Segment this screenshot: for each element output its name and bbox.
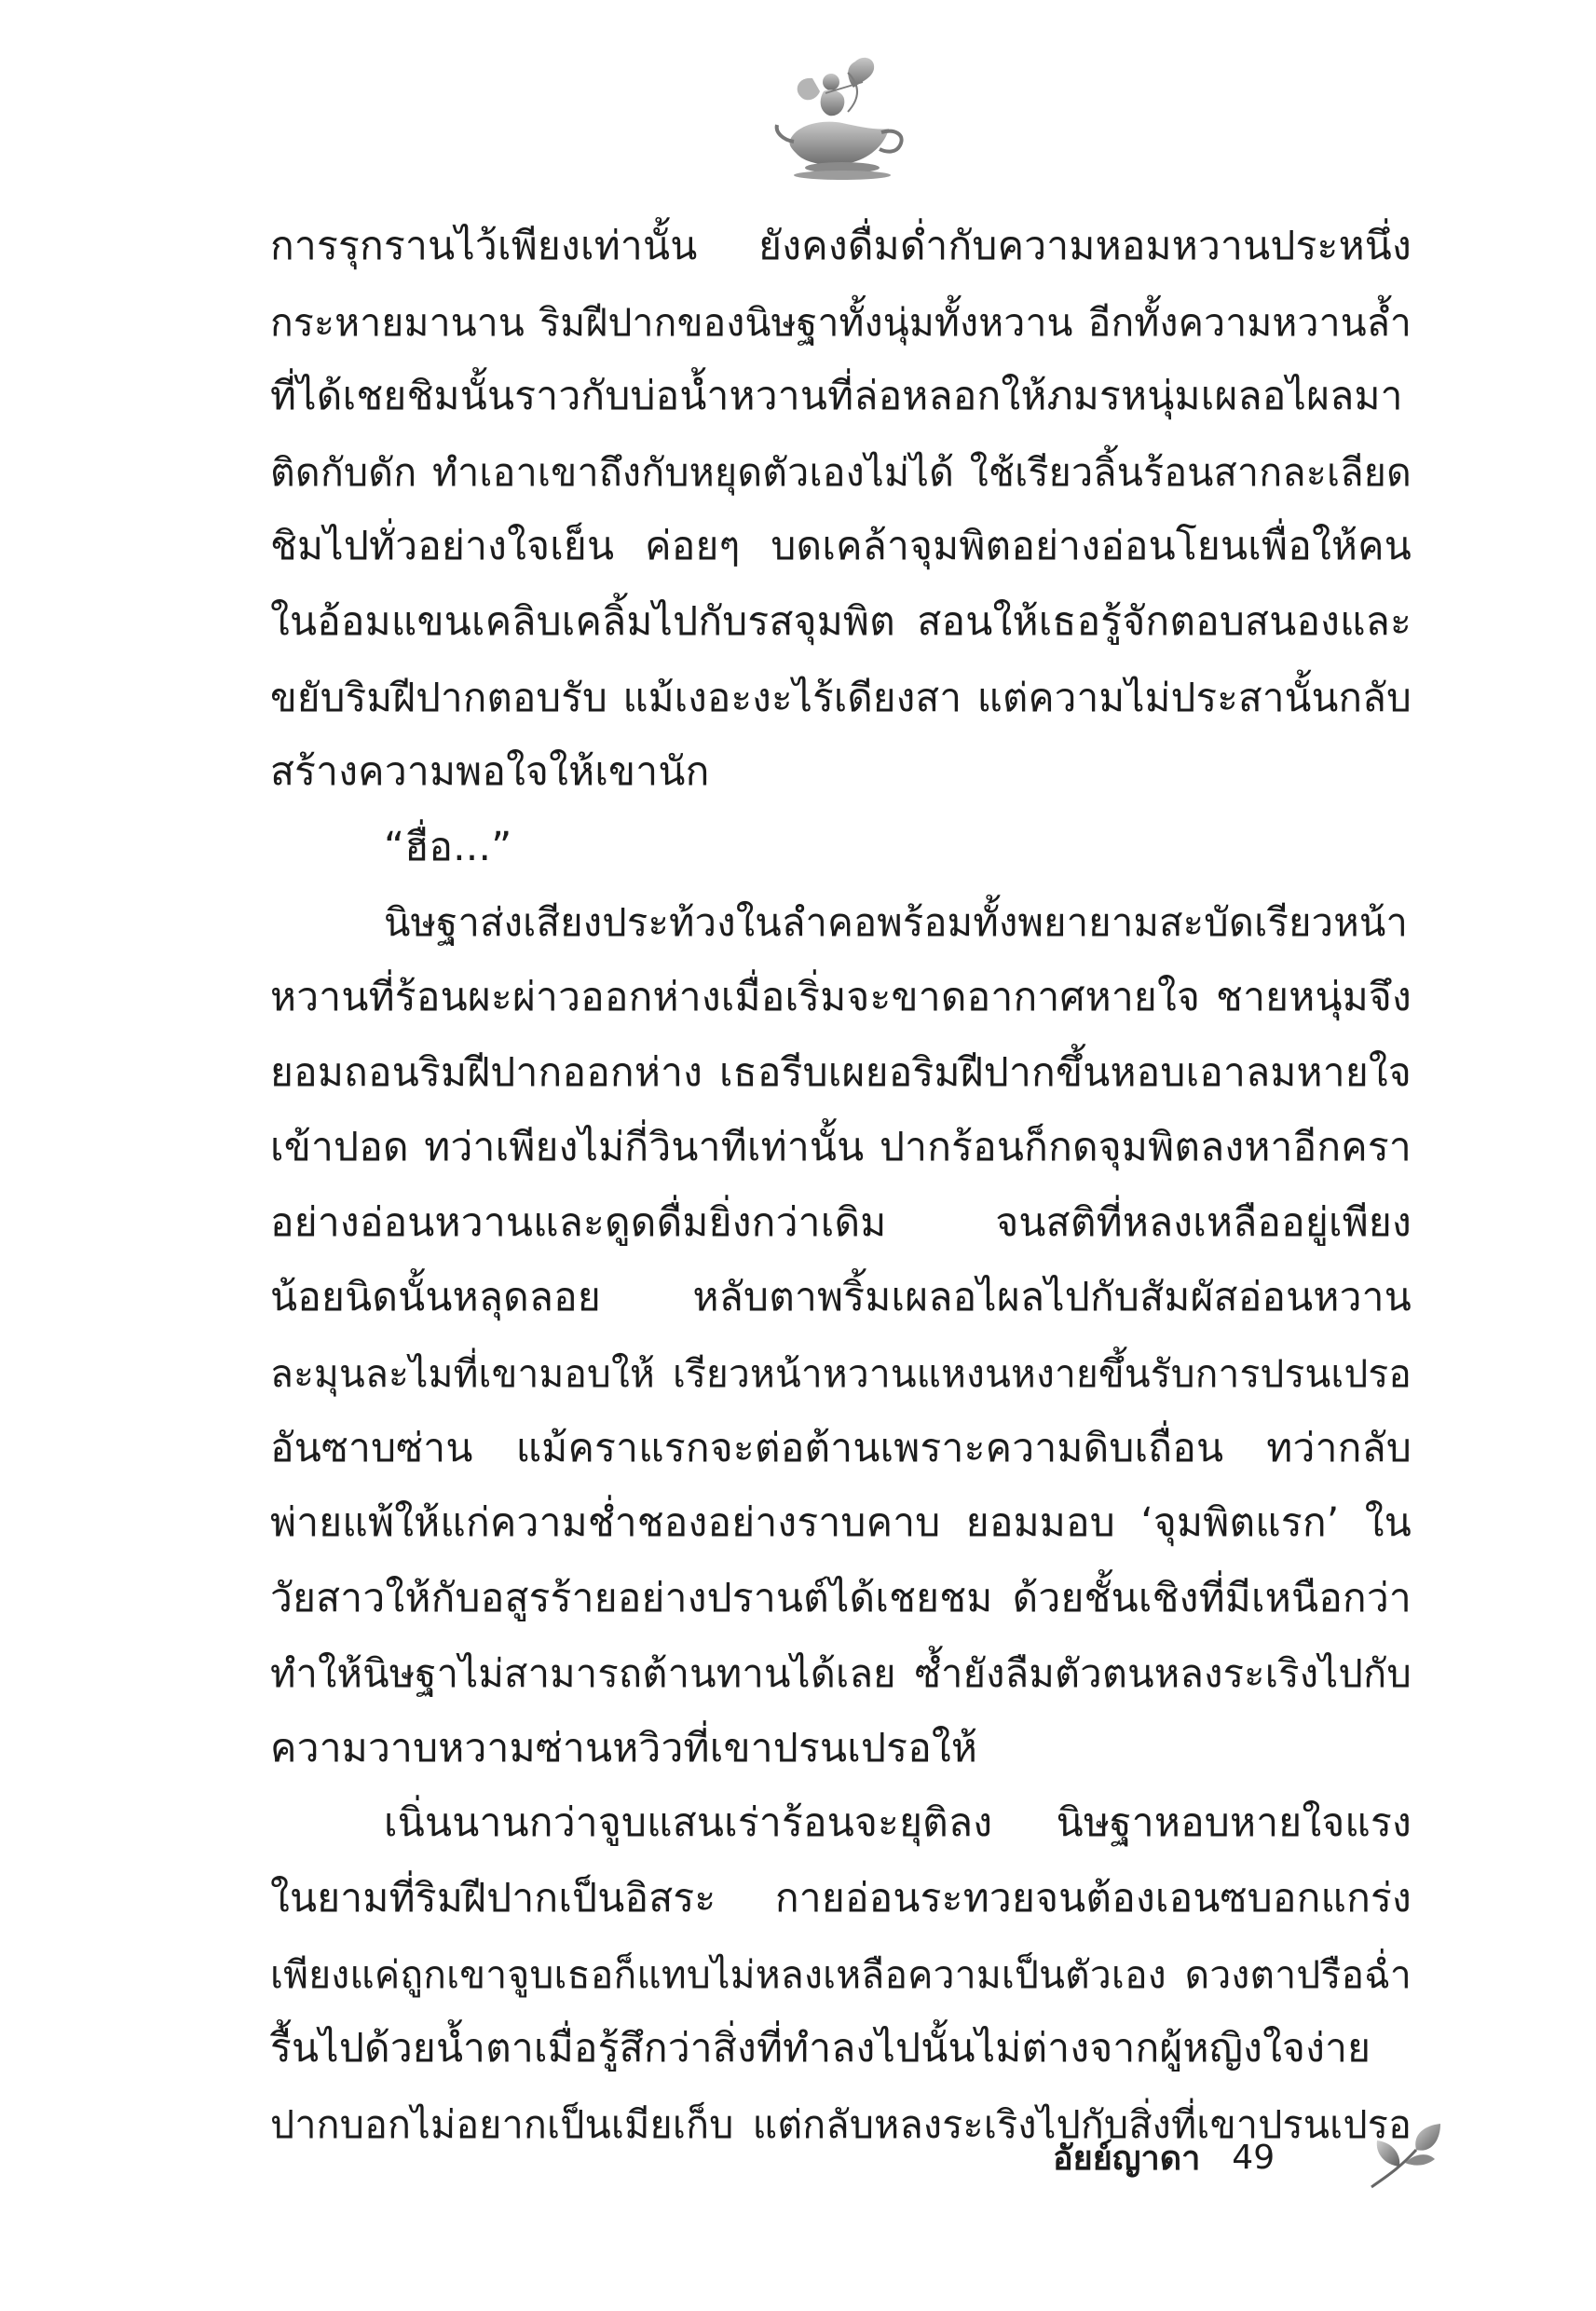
tea-leaf-icon: [1366, 2122, 1444, 2191]
text-line: รื้นไปด้วยน้ำตาเมื่อรู้สึกว่าสิ่งที่ทำลงไปนั้นไม่ต่างจากผู้หญิงใจง่าย: [270, 2026, 1371, 2072]
text-line: อันซาบซ่าน แม้คราแรกจะต่อต้านเพราะความดิบเถื่อน ทว่ากลับ: [270, 1425, 1412, 1471]
body-text: [270, 210, 1412, 2162]
text-line: หวานที่ร้อนผะผ่าวออกห่างเมื่อเริ่มจะขาดอากาศหายใจ ชายหนุ่มจึง: [270, 974, 1412, 1020]
text-line: ชิมไปทั่วอย่างใจเย็น ค่อยๆ บดเคล้าจุมพิตอย่างอ่อนโยนเพื่อให้คน: [270, 524, 1412, 570]
text-line: ละมุนละไมที่เขามอบให้ เรียวหน้าหวานแหงนหงายขึ้นรับการปรนเปรอ: [270, 1350, 1412, 1396]
text-line: เข้าปอด ทว่าเพียงไม่กี่วินาทีเท่านั้น ปากร้อนก็กดจุมพิตลงหาอีกครา: [270, 1125, 1412, 1171]
text-line: สร้างความพอใจให้เขานัก: [270, 749, 710, 796]
text-line: ปากบอกไม่อยากเป็นเมียเก็บ แต่กลับหลงระเริงไปกับสิ่งที่เขาปรนเปรอ: [270, 2101, 1412, 2147]
author-name: อัยย์ญาดา: [1053, 2139, 1201, 2178]
text-line: ความวาบหวามซ่านหวิวที่เขาปรนเปรอให้: [270, 1725, 978, 1771]
text-line: นิษฐาส่งเสียงประท้วงในลำคอพร้อมทั้งพยายามสะบัดเรียวหน้า: [384, 899, 1409, 946]
text-line: ที่ได้เชยชิมนั้นราวกับบ่อน้ำหวานที่ล่อหลอกให้ภมรหนุ่มเผลอไผลมา: [270, 374, 1403, 420]
cupid-teapot-ornament-icon: [770, 54, 909, 185]
page-footer: [1053, 2120, 1444, 2195]
text-line: ขยับริมฝีปากตอบรับ แม้เงอะงะไร้เดียงสา แต่ความไม่ประสานั้นกลับ: [270, 674, 1412, 720]
text-line: ยอมถอนริมฝีปากออกห่าง เธอรีบเผยอริมฝีปากขึ้นหอบเอาลมหายใจ: [270, 1049, 1412, 1096]
text-line: อย่างอ่อนหวานและดูดดื่มยิ่งกว่าเดิม จนสติที่หลงเหลืออยู่เพียง: [270, 1199, 1412, 1246]
text-line: กระหายมานาน ริมฝีปากของนิษฐาทั้งนุ่มทั้งหวาน อีกทั้งความหวานล้ำ: [270, 299, 1412, 345]
page-number: 49: [1232, 2138, 1275, 2177]
text-line: น้อยนิดนั้นหลุดลอย หลับตาพริ้มเผลอไผลไปกับสัมผัสอ่อนหวาน: [270, 1275, 1412, 1321]
text-line: ติดกับดัก ทำเอาเขาถึงกับหยุดตัวเองไม่ได้ ใช้เรียวลิ้นร้อนสากละเลียด: [270, 449, 1412, 495]
text-line: พ่ายแพ้ให้แก่ความช่ำชองอย่างราบคาบ ยอมมอบ ‘จุมพิตแรก’ ใน: [270, 1500, 1412, 1547]
text-line: ในอ้อมแขนเคลิบเคลิ้มไปกับรสจุมพิต สอนให้เธอรู้จักตอบสนองและ: [270, 598, 1412, 645]
text-line: ทำให้นิษฐาไม่สามารถต้านทานได้เลย ซ้ำยังลืมตัวตนหลงระเริงไปกับ: [270, 1650, 1412, 1697]
text-line: “ฮื่อ...”: [384, 824, 512, 870]
text-line: เพียงแค่ถูกเขาจูบเธอก็แทบไม่หลงเหลือความเป็นตัวเอง ดวงตาปรือฉ่ำ: [270, 1951, 1412, 1997]
text-line: การรุกรานไว้เพียงเท่านั้น ยังคงดื่มด่ำกับความหอมหวานประหนึ่ง: [270, 224, 1412, 269]
text-line: เนิ่นนานกว่าจูบแสนเร่าร้อนจะยุติลง นิษฐาหอบหายใจแรง: [384, 1800, 1412, 1847]
text-line: วัยสาวให้กับอสูรร้ายอย่างปรานต์ได้เชยชม ด้วยชั้นเชิงที่มีเหนือกว่า: [270, 1575, 1412, 1621]
text-line: ในยามที่ริมฝีปากเป็นอิสระ กายอ่อนระทวยจนต้องเอนซบอกแกร่ง: [270, 1876, 1412, 1922]
